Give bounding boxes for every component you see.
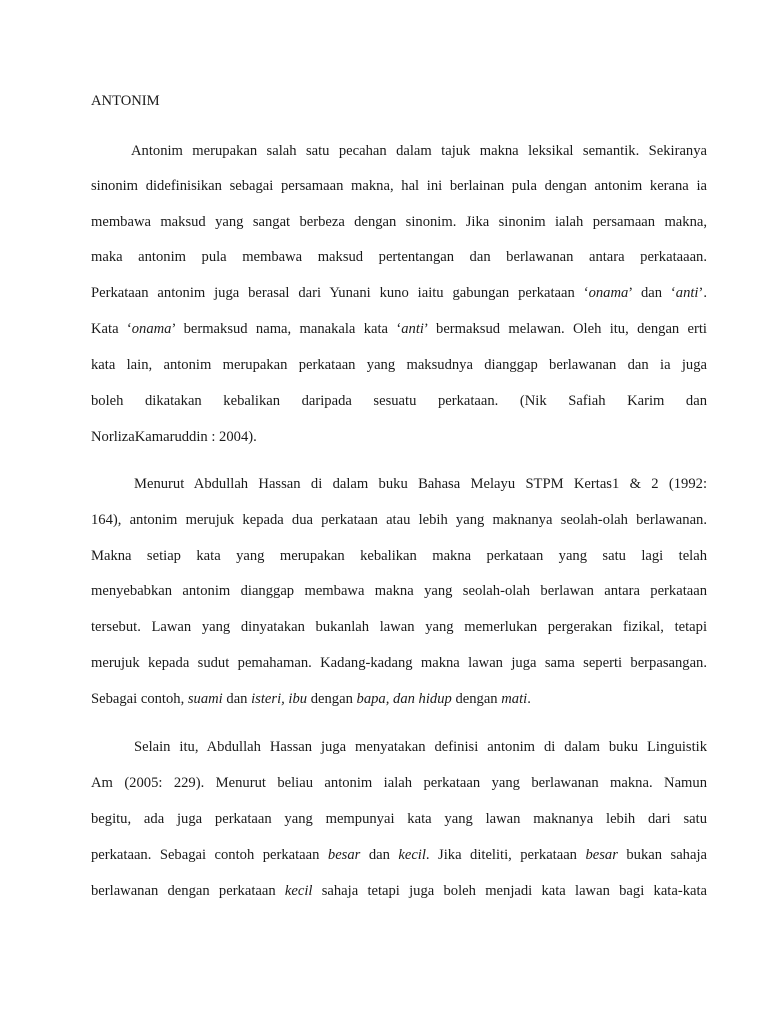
text: sahaja tetapi juga boleh menjadi kata lawan bagi kata-kata xyxy=(312,883,707,899)
italic-text: kecil xyxy=(398,847,426,863)
italic-text: kecil xyxy=(284,883,313,899)
text: ’ dan ‘ xyxy=(628,285,676,301)
p1-line-4: maka antonim pula membawa maksud pertentangan dan berlawanan antara perkataaan. xyxy=(91,249,707,265)
p1-line-3: membawa maksud yang sangat berbeza dengan sinonim. Jika sinonim ialah persamaan makna, xyxy=(91,214,707,230)
italic-text: bapa, dan hidup xyxy=(356,691,452,707)
p2-line-1: Menurut Abdullah Hassan di dalam buku Bahasa Melayu STPM Kertas1 & 2 (1992: xyxy=(134,476,707,492)
p1-line-2: sinonim didefinisikan sebagai persamaan makna, hal ini berlainan pula dengan antonim kerana ia xyxy=(91,178,707,194)
italic-text: onama xyxy=(588,285,629,301)
text: dengan xyxy=(307,691,357,707)
text: Sebagai contoh, xyxy=(91,691,188,707)
p3-line-4 xyxy=(91,845,707,865)
p2-line-2: 164), antonim merujuk kepada dua perkataan atau lebih yang maknanya seolah-olah berlawanan. xyxy=(91,512,707,528)
italic-text: anti xyxy=(675,285,699,301)
text: berlawanan dengan perkataan xyxy=(91,883,285,899)
italic-text: besar xyxy=(585,847,618,863)
text: Kata ‘ xyxy=(91,321,132,337)
italic-text: suami xyxy=(187,691,223,707)
italic-text: isteri, ibu xyxy=(251,691,308,707)
text: bukan sahaja xyxy=(617,847,707,863)
italic-text: anti xyxy=(401,321,424,337)
text: . xyxy=(527,691,531,707)
p3-line-2: Am (2005: 229). Menurut beliau antonim ialah perkataan yang berlawanan makna. Namun xyxy=(91,775,707,791)
text: ’ bermaksud melawan. Oleh itu, dengan erti xyxy=(423,321,707,337)
text: dengan xyxy=(451,691,502,707)
p1-line-9: NorlizaKamaruddin : 2004). xyxy=(91,429,257,445)
p1-line-7: kata lain, antonim merupakan perkataan yang maksudnya dianggap berlawanan dan ia juga xyxy=(91,357,707,373)
italic-text: besar xyxy=(327,847,361,863)
p2-line-4: menyebabkan antonim dianggap membawa makna yang seolah-olah berlawan antara perkataan xyxy=(91,583,707,599)
italic-text: mati xyxy=(501,691,528,707)
p3-line-3: begitu, ada juga perkataan yang mempunyai kata yang lawan maknanya lebih dari satu xyxy=(91,811,707,827)
p1-line-8: boleh dikatakan kebalikan daripada sesuatu perkataan. (Nik Safiah Karim dan xyxy=(91,393,707,409)
p2-line-7 xyxy=(91,689,707,709)
text: dan xyxy=(222,691,252,707)
text: dan xyxy=(360,847,399,863)
text: perkataan. Sebagai contoh perkataan xyxy=(91,847,328,863)
text: ’. xyxy=(698,285,707,301)
italic-text: onama xyxy=(131,321,172,337)
p2-line-6: merujuk kepada sudut pemahaman. Kadang-kadang makna lawan juga sama seperti berpasangan. xyxy=(91,655,707,671)
p3-line-5 xyxy=(91,881,707,901)
p1-line-5 xyxy=(91,283,707,303)
text: ’ bermaksud nama, manakala kata ‘ xyxy=(171,321,402,337)
p2-line-3: Makna setiap kata yang merupakan kebalikan makna perkataan yang satu lagi telah xyxy=(91,548,707,564)
p3-line-1: Selain itu, Abdullah Hassan juga menyatakan definisi antonim di dalam buku Linguistik xyxy=(134,739,707,755)
heading: ANTONIM xyxy=(91,93,160,109)
text: Perkataan antonim juga berasal dari Yunani kuno iaitu gabungan perkataan ‘ xyxy=(91,285,589,301)
text: . Jika diteliti, perkataan xyxy=(425,847,586,863)
p2-line-5: tersebut. Lawan yang dinyatakan bukanlah lawan yang memerlukan pergerakan fizikal, tetapi xyxy=(91,619,707,635)
p1-line-6 xyxy=(91,319,707,339)
p1-line-1: Antonim merupakan salah satu pecahan dalam tajuk makna leksikal semantik. Sekiranya xyxy=(131,143,707,159)
